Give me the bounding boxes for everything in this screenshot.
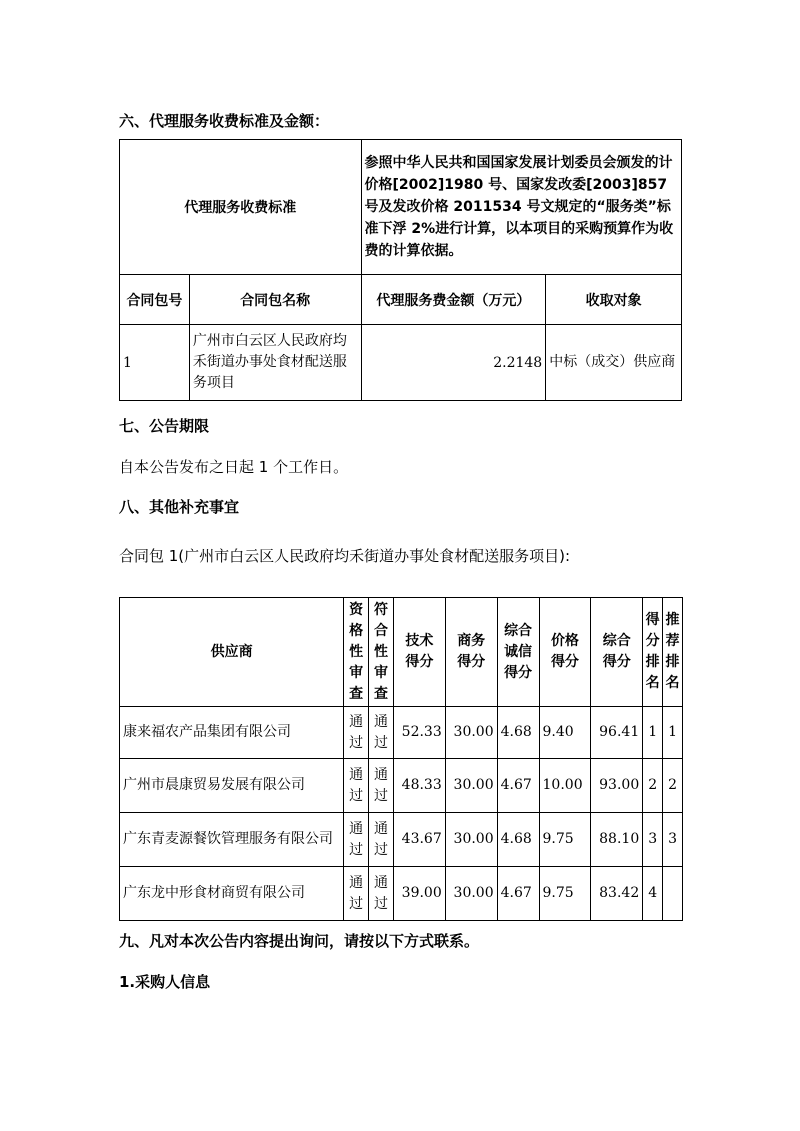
total-score: 96.41	[591, 707, 643, 759]
qualification-result: 通 过	[344, 867, 369, 921]
conformity-result: 通 过	[369, 867, 394, 921]
score-row	[120, 867, 683, 921]
business-score: 30.00	[445, 759, 497, 813]
section-7-heading: 七、公告期限	[119, 417, 210, 435]
fee-target: 中标（成交）供应商	[546, 325, 682, 401]
credit-score: 4.67	[497, 867, 539, 921]
header-qualification: 资 格 性 审 查	[344, 598, 369, 707]
recommend-rank: 1	[663, 707, 683, 759]
total-score: 93.00	[591, 759, 643, 813]
recommend-rank: 3	[663, 813, 683, 867]
section-8-text: 合同包 1(广州市白云区人民政府均禾街道办事处食材配送服务项目):	[119, 547, 571, 565]
header-price-score: 价格 得分	[539, 598, 591, 707]
qualification-result: 通 过	[344, 759, 369, 813]
credit-score: 4.67	[497, 759, 539, 813]
score-table	[119, 597, 683, 921]
fee-header-name: 合同包名称	[189, 275, 361, 325]
price-score: 9.40	[539, 707, 591, 759]
section-8-heading: 八、其他补充事宜	[119, 498, 240, 516]
header-conformity: 符 合 性 审 查	[369, 598, 394, 707]
score-row	[120, 813, 683, 867]
recommend-rank: 2	[663, 759, 683, 813]
fee-header-row	[120, 275, 682, 325]
business-score: 30.00	[445, 707, 497, 759]
conformity-result: 通 过	[369, 813, 394, 867]
fee-table	[119, 139, 682, 401]
supplier-name: 广东青麦源餐饮管理服务有限公司	[120, 813, 344, 867]
fee-standard-label: 代理服务收费标准	[120, 140, 362, 275]
fee-data-row	[120, 325, 682, 401]
header-credit-score: 综合 诚信 得分	[497, 598, 539, 707]
tech-score: 48.33	[393, 759, 445, 813]
header-recommend-rank: 推 荐 排 名	[663, 598, 683, 707]
supplier-name: 广东龙中形食材商贸有限公司	[120, 867, 344, 921]
rank: 1	[643, 707, 663, 759]
fee-standard-text: 参照中华人民共和国国家发展计划委员会颁发的计价格[2002]1980 号、国家发改委[2003]857 号及发改价格 2011534 号文规定的“服务类”标准下浮 2%进行计算，以本项目的采购预算作为收费的计算依据。	[361, 140, 681, 275]
price-score: 10.00	[539, 759, 591, 813]
fee-package-no: 1	[120, 325, 190, 401]
qualification-result: 通 过	[344, 813, 369, 867]
fee-header-no: 合同包号	[120, 275, 190, 325]
price-score: 9.75	[539, 867, 591, 921]
total-score: 88.10	[591, 813, 643, 867]
business-score: 30.00	[445, 813, 497, 867]
business-score: 30.00	[445, 867, 497, 921]
fee-amount: 2.2148	[361, 325, 546, 401]
supplier-name: 广州市晨康贸易发展有限公司	[120, 759, 344, 813]
credit-score: 4.68	[497, 707, 539, 759]
tech-score: 39.00	[393, 867, 445, 921]
price-score: 9.75	[539, 813, 591, 867]
tech-score: 52.33	[393, 707, 445, 759]
header-tech-score: 技术 得分	[393, 598, 445, 707]
qualification-result: 通 过	[344, 707, 369, 759]
supplier-name: 康来福农产品集团有限公司	[120, 707, 344, 759]
header-total-score: 综合 得分	[591, 598, 643, 707]
fee-standard-row	[120, 140, 682, 275]
recommend-rank	[663, 867, 683, 921]
subsection-1-heading: 1.采购人信息	[119, 973, 211, 991]
rank: 2	[643, 759, 663, 813]
fee-header-amount: 代理服务费金额（万元）	[361, 275, 546, 325]
fee-header-target: 收取对象	[546, 275, 682, 325]
rank: 3	[643, 813, 663, 867]
header-supplier: 供应商	[120, 598, 344, 707]
fee-package-name: 广州市白云区人民政府均禾街道办事处食材配送服务项目	[189, 325, 361, 401]
score-header-row	[120, 598, 683, 707]
section-6-heading: 六、代理服务收费标准及金额：	[119, 112, 330, 130]
rank: 4	[643, 867, 663, 921]
credit-score: 4.68	[497, 813, 539, 867]
total-score: 83.42	[591, 867, 643, 921]
score-row	[120, 759, 683, 813]
section-9-heading: 九、凡对本次公告内容提出询问，请按以下方式联系。	[119, 932, 480, 950]
conformity-result: 通 过	[369, 759, 394, 813]
tech-score: 43.67	[393, 813, 445, 867]
conformity-result: 通 过	[369, 707, 394, 759]
header-business-score: 商务 得分	[445, 598, 497, 707]
header-rank: 得 分 排 名	[643, 598, 663, 707]
section-7-text: 自本公告发布之日起 1 个工作日。	[119, 458, 349, 476]
score-row	[120, 707, 683, 759]
